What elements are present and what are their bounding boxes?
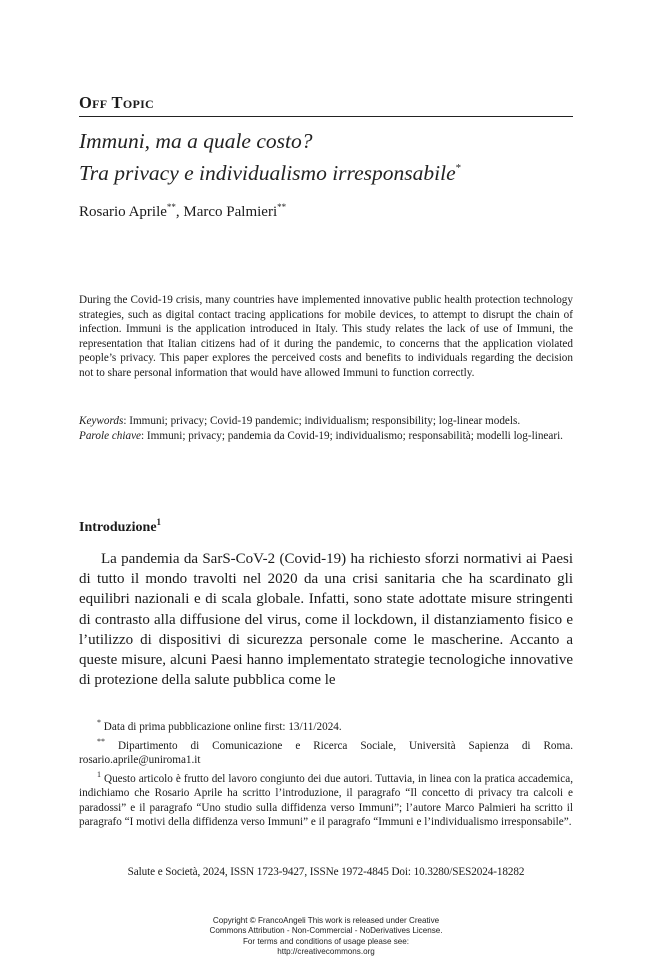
author-list	[79, 197, 286, 222]
footnote-marker: **	[97, 736, 105, 746]
section-heading	[79, 513, 161, 537]
keywords-label-it: Parole chiave	[79, 429, 142, 442]
author-name: Rosario Aprile	[79, 204, 167, 220]
abstract: During the Covid-19 crisis, many countries have implemented innovative public health protection technology strategies, such as digital contact tracing applications for mobile devices, to attempt to disrupt the chain of infection. Immuni is the application introduced in Italy. This study relates the lack of use of Immuni, the representation that Italian citizens had of it during the pandemic, to concerns that the application violated people’s privacy. This paper explores the perceived costs and benefits to individuals regarding the decision not to share personal information that would have allowed Immuni to function correctly.	[79, 294, 573, 379]
title-line-2: Tra privacy e individualismo irresponsabile	[79, 161, 456, 185]
author-name: Marco Palmieri	[183, 204, 278, 220]
heading-footnote-marker[interactable]: 1	[156, 517, 162, 527]
journal-citation: Salute e Società, 2024, ISSN 1723-9427, ISSNe 1972-4845 Doi: 10.3280/SES2024-18282	[127, 866, 525, 878]
author-footnote-marker[interactable]: **	[166, 202, 176, 212]
copyright-line: Copyright © FrancoAngeli This work is released under Creative	[212, 916, 440, 925]
footnote	[79, 768, 573, 830]
footnotes	[79, 716, 573, 830]
footnote-text: Questo articolo è frutto del lavoro congiunto dei due autori. Tuttavia, in linea con la pratica accademica, indichiamo che Rosario Aprile ha scritto l’introduzione, il paragrafo “Il concetto di privacy tra calcoli e paradossi” e il paragrafo “Uno studio sulla diffidenza verso Immuni”; l’autore Marco Palmieri ha scritto il paragrafo “I motivi della diffidenza verso Immuni” e il paragrafo “Immuni e l’individualismo irresponsabile”.	[79, 772, 573, 828]
author-separator: ,	[175, 204, 184, 220]
title-footnote-marker[interactable]: *	[455, 162, 462, 174]
author-footnote-marker[interactable]: **	[277, 202, 287, 212]
copyright-notice	[79, 916, 573, 958]
footnote-text: Dipartimento di Comunicazione e Ricerca Sociale, Università Sapienza di Roma. rosario.aprile@uniroma1.it	[79, 739, 573, 766]
keywords-english	[79, 414, 573, 429]
footnote	[79, 735, 573, 768]
article-title	[79, 128, 573, 187]
footnote	[79, 716, 573, 735]
section-heading-text: Introduzione	[79, 520, 157, 535]
title-line-1: Immuni, ma a quale costo?	[79, 129, 313, 153]
footnote-marker: *	[97, 718, 101, 727]
copyright-line: For terms and conditions of usage please see:	[242, 936, 410, 946]
body-paragraph: La pandemia da SarS-CoV-2 (Covid-19) ha richiesto sforzi normativi ai Paesi di tutto il mondo travolti nel 2020 da una crisi sanitaria che ha scardinato gli equilibri nazionali e di scala globale. Infatti, sono state adottate misure stringenti di contrasto alla diffusione del virus, come il lockdown, il distanziamento fisico e l’utilizzo di dispositivi di sicurezza personale come le mascherine. Accanto a queste misure, alcuni Paesi hanno implementato strategie tecnologiche innovative di protezione della salute pubblica come le	[79, 551, 573, 689]
license-link[interactable]: http://creativecommons.org	[277, 947, 375, 957]
section-label: Off Topic	[79, 92, 573, 117]
keywords-text: : Immuni; privacy; Covid-19 pandemic; individualism; responsibility; log-linear models.	[123, 415, 521, 427]
keywords-italian	[79, 429, 573, 444]
keywords-text-it: : Immuni; privacy; pandemia da Covid-19; individualismo; responsabilità; modelli log-lineari.	[141, 429, 563, 442]
footnote-marker: 1	[97, 769, 101, 779]
keywords-block	[79, 414, 573, 443]
keywords-label: Keywords	[79, 415, 124, 427]
copyright-line: Commons Attribution - Non-Commercial - NoDerivatives License.	[209, 926, 443, 936]
footnote-text: Data di prima pubblicazione online first: 13/11/2024.	[101, 721, 342, 733]
